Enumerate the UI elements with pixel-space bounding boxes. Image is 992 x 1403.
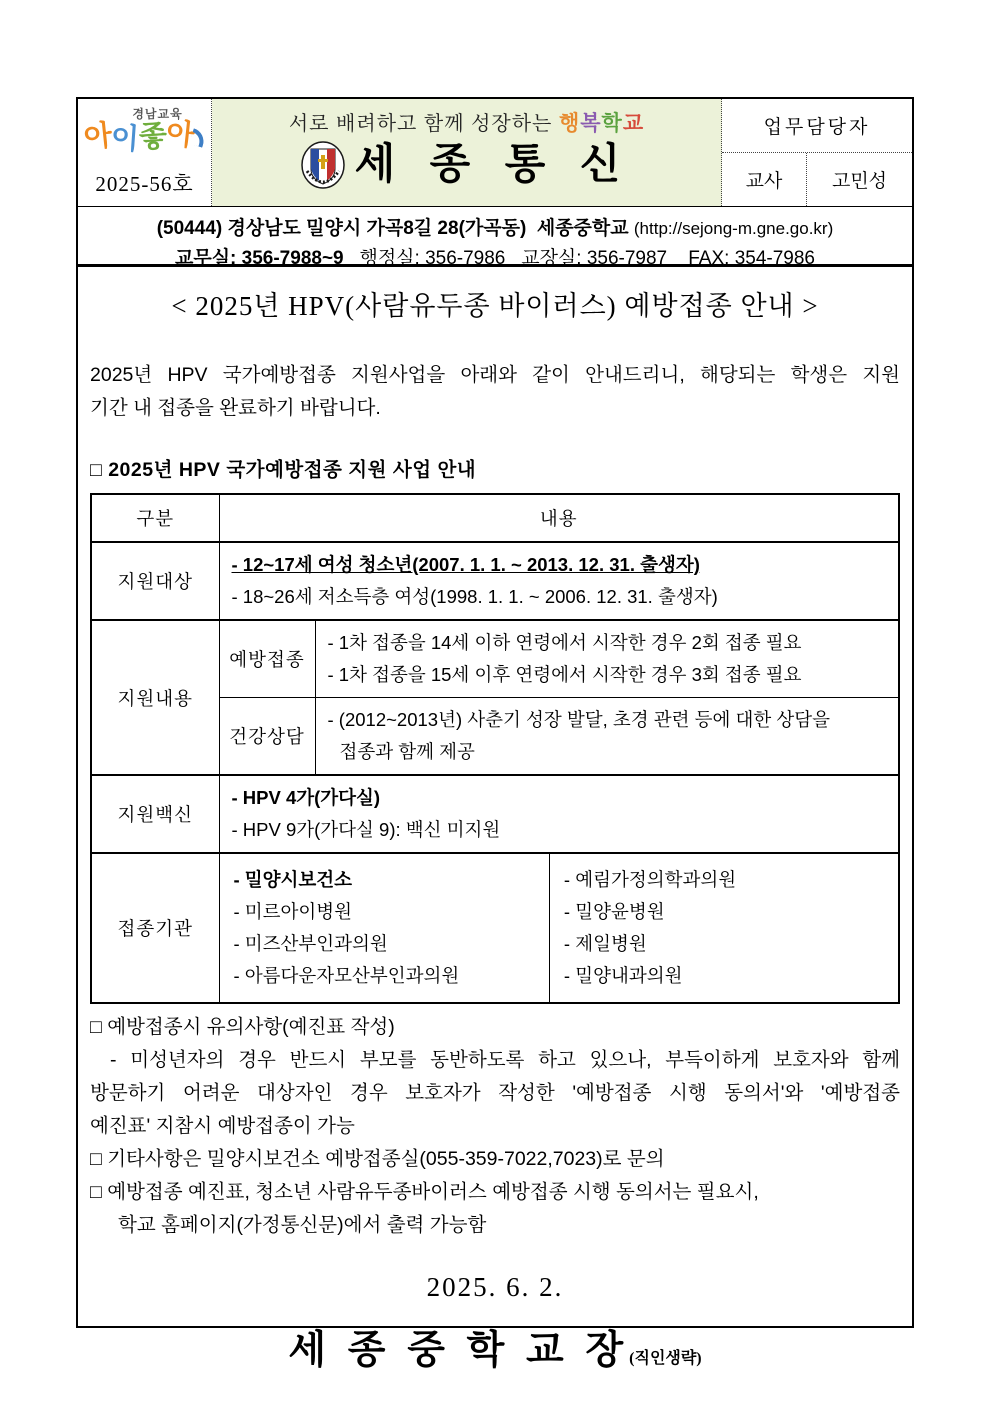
note-forms-line: □ 예방접종 예진표, 청소년 사람유두종바이러스 예방접종 시행 동의서는 필요시,	[90, 1181, 759, 1203]
happy-school-logo	[559, 113, 644, 135]
intro-line: 2025년 HPV 국가예방접종 지원사업을 아래와 같이 안내드리니, 해당되는 학생은 지원	[90, 364, 900, 386]
principal-signature: 세 종 중 학 교 장	[288, 1329, 630, 1372]
support-program-table	[90, 493, 900, 1004]
table-row-vaccine	[91, 775, 899, 853]
vaccine-content-cell	[219, 775, 899, 853]
brand-char: 아	[82, 119, 114, 155]
contact-header: 업무담당자	[722, 99, 912, 153]
table-header-row	[91, 494, 899, 542]
motto-text: 서로 배려하고 함께 성장하는	[288, 113, 559, 135]
row-label-clinics: 접종기관	[91, 853, 219, 1003]
note-caution-line: 예진표' 지참시 예방접종이 가능	[90, 1115, 355, 1137]
clinics-content-cell	[219, 853, 899, 1003]
school-motto	[289, 107, 644, 137]
issue-number: 2025-56호	[95, 172, 194, 196]
motto-char: 학	[601, 112, 623, 135]
note-forms-line: 학교 홈페이지(가정통신문)에서 출력 가능함	[118, 1214, 487, 1236]
row-label-target: 지원대상	[91, 542, 219, 620]
contact-cell	[722, 99, 912, 206]
clinic-item: - 아름다운자모산부인과의원	[233, 965, 460, 986]
notice-title: < 2025년 HPV(사람유두종 바이러스) 예방접종 안내 >	[171, 291, 819, 321]
counsel-line: 접종과 함께 제공	[339, 741, 475, 762]
issue-date: 2025. 6. 2.	[426, 1272, 564, 1302]
table-row-target	[91, 542, 899, 620]
table-row-clinics	[91, 853, 899, 1003]
clinics-columns	[220, 854, 899, 1002]
document-body	[78, 284, 912, 1375]
motto-char: 복	[580, 112, 602, 135]
vaccine-item-secondary: - HPV 9가(가다실 9): 백신 미지원	[231, 819, 501, 840]
masthead-cell	[212, 99, 722, 206]
note-caution-title: □ 예방접종시 유의사항(예진표 작성)	[90, 1016, 395, 1038]
clinic-item: - 예림가정의학과의원	[563, 869, 737, 890]
counsel-detail-cell	[315, 698, 899, 776]
target-item-primary: - 12~17세 여성 청소년(2007. 1. 1. ~ 2013. 12. 31. 출생자)	[231, 554, 700, 575]
intro-paragraph	[90, 359, 900, 425]
brand-char: 이	[110, 122, 140, 156]
table-row-content-vaccination	[91, 620, 899, 698]
motto-char: 교	[622, 112, 645, 135]
counsel-line: - (2012~2013년) 사춘기 성장 발달, 초경 관련 등에 대한 상담을	[327, 709, 831, 730]
clinic-item: - 밀양내과의원	[563, 965, 683, 986]
school-address-line	[78, 213, 912, 240]
clinic-item: - 밀양윤병원	[563, 901, 665, 922]
motto-char: 행	[558, 112, 581, 135]
vaccination-line: - 1차 접종을 15세 이후 연령에서 시작한 경우 3회 접종 필요	[327, 664, 802, 685]
vaccination-line: - 1차 접종을 14세 이하 연령에서 시작한 경우 2회 접종 필요	[327, 632, 802, 653]
phone-numbers-line	[78, 243, 912, 270]
section-title: □ 2025년 HPV 국가예방접종 지원 사업 안내	[90, 459, 477, 481]
seal-omitted-note: (직인생략)	[629, 1350, 702, 1367]
row-label-vaccine: 지원백신	[91, 775, 219, 853]
note-inquiry: □ 기타사항은 밀양시보건소 예방접종실(055-359-7022,7023)로 문의	[90, 1148, 665, 1170]
clinics-left-column	[220, 854, 550, 1002]
brand-char: 좋	[137, 120, 167, 154]
education-office-label: 경남교육	[132, 107, 183, 121]
clinic-item: - 미르아이병원	[233, 901, 353, 922]
header-cell-content: 내용	[219, 494, 899, 542]
address-text: (50444) 경상남도 밀양시 가곡8길 28(가곡동) 세종중학교	[156, 218, 634, 239]
contact-name: 고민성	[831, 171, 888, 192]
signature-line	[90, 1319, 900, 1375]
office-phone: 교무실: 356-7988~9	[174, 248, 344, 269]
document-frame	[76, 97, 914, 1372]
target-content-cell	[219, 542, 899, 620]
school-website-url: (http://sejong-m.gne.go.kr)	[633, 219, 834, 238]
contact-role: 교사	[722, 153, 807, 206]
gne-brand-logo	[82, 117, 204, 156]
target-item-secondary: - 18~26세 저소득층 여성(1998. 1. 1. ~ 2006. 12. 31. 출생자)	[231, 586, 718, 607]
brand-char: 아	[164, 117, 195, 153]
row-label-content: 지원내용	[91, 620, 219, 775]
address-band	[78, 207, 912, 267]
masthead-row	[301, 141, 633, 189]
clinic-item: - 밀양시보건소	[233, 869, 353, 890]
newsletter-title: 세 종 통 신	[354, 142, 633, 188]
intro-line: 기간 내 접종을 완료하기 바랍니다.	[90, 397, 381, 419]
note-caution-line: 방문하기 어려운 대상자인 경우 보호자가 작성한 '예방접종 시행 동의서'와 '예방접종	[90, 1082, 900, 1104]
other-phones: 행정실: 356-7986 교장실: 356-7987 FAX: 354-7986	[343, 248, 815, 269]
clinic-item: - 미즈산부인과의원	[233, 933, 388, 954]
clinic-item: - 제일병원	[563, 933, 647, 954]
header-band	[78, 99, 912, 207]
vaccine-item-primary: - HPV 4가(가다실)	[231, 787, 381, 808]
notes-section	[90, 1011, 900, 1242]
issuer-logo-cell	[78, 99, 212, 206]
note-caution-line: - 미성년자의 경우 반드시 부모를 동반하도록 하고 있으나, 부득이하게 보호자와 함께	[110, 1049, 900, 1071]
sublabel-counsel: 건강상담	[219, 698, 315, 776]
school-emblem-icon	[301, 141, 345, 189]
vaccination-detail-cell	[315, 620, 899, 698]
sublabel-vaccination: 예방접종	[219, 620, 315, 698]
header-cell-category: 구분	[91, 494, 219, 542]
contact-row	[722, 153, 912, 206]
clinics-right-column	[550, 854, 898, 1002]
